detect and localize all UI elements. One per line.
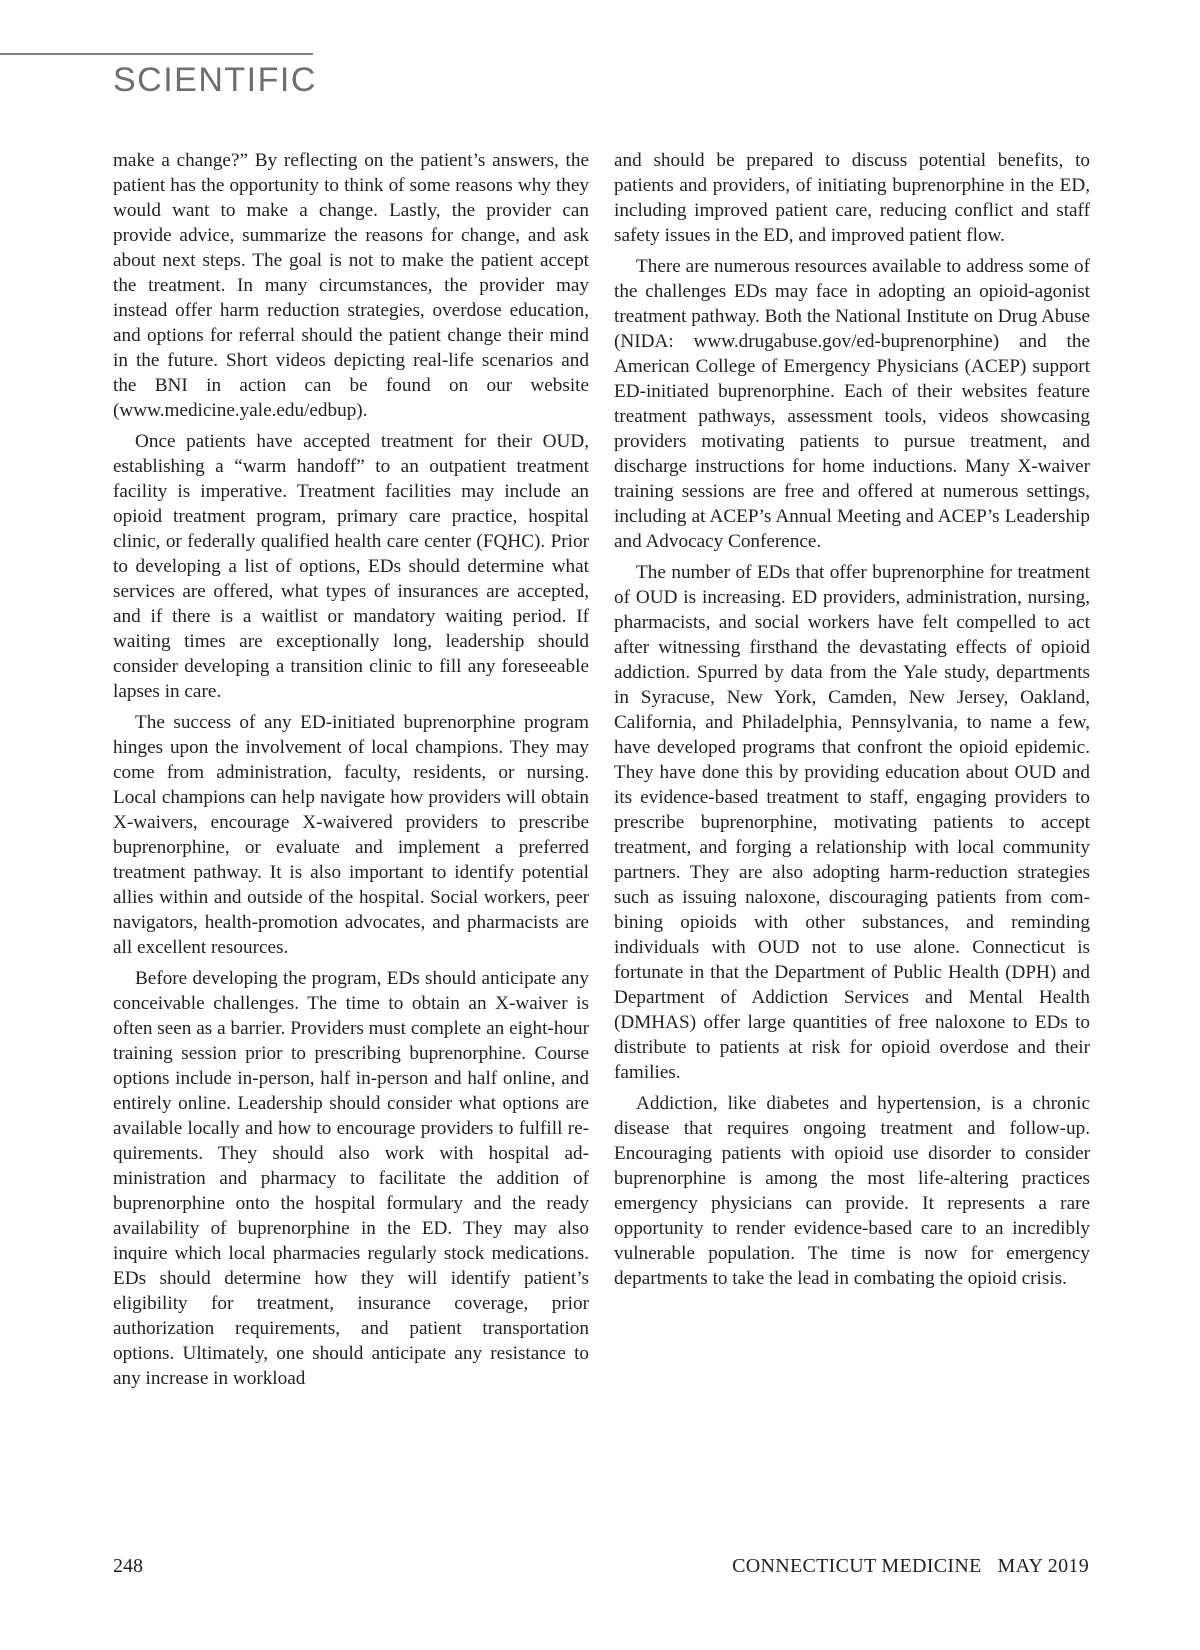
journal-footer: CONNECTICUT MEDICINE MAY 2019 bbox=[732, 1555, 1089, 1577]
paragraph: Once patients have accepted treatment for their OUD, establishing a “warm handoff” to an outpatient treatment facility is imperative. Treatment facilities may include an opioid treatment program, primary care practice, hospital clinic, or federally qualified health care center (FQHC). Prior to developing a list of options, EDs should determine what services are offered, what types of insurances are accepted, and if there is a waitlist or mandatory waiting period. If waiting times are exceptionally long, leadership should consider developing a transition clinic to fill any foreseeable lapses in care. bbox=[113, 431, 589, 702]
section-label: SCIENTIFIC bbox=[113, 61, 317, 99]
paragraph: There are numerous resources available to address some of the challenges EDs may face in adopting an opioid-agonist treatment pathway. Both the National Institute on Drug Abuse (NIDA: www.drugabuse.​gov/ed-buprenorphine) and the American College of Emergency Physicians (ACEP) support ED-initiated buprenorphine. Each of their websites feature treatment pathways, assessment tools, videos showcasing providers motivating patients to pursue treatment, and discharge instructions for home inductions. Many X-waiver training sessions are free and offered at numerous settings, including at ACEP’s Annual Meeting and ACEP’s Leadership and Advocacy Conference. bbox=[614, 256, 1090, 552]
header-rule bbox=[0, 53, 313, 55]
left-column bbox=[113, 148, 589, 1397]
paragraph: make a change?” By reflecting on the patient’s answers, the patient has the opportunity to think of some reasons why they would want to make a change. Lastly, the provider can provide advice, summarize the reasons for change, and ask about next steps. The goal is not to make the patient accept the treatment. In many circumstances, the provider may instead offer harm reduction strategies, overdose education, and options for referral should the patient change their mind in the future. Short videos depicting real-life scenarios and the BNI in action can be found on our website (www.medicine.yale.edu/edbup). bbox=[113, 150, 589, 421]
paragraph: Addiction, like diabetes and hypertension, is a chronic disease that requires ongoing treatment and follow-up. Encouraging patients with opioid use disorder to consider buprenorphine is among the most life-altering practices emergency physicians can provide. It represents a rare opportunity to render evidence-based care to an incredibly vulnerable population. The time is now for emergency departments to take the lead in combating the opioid crisis. bbox=[614, 1093, 1090, 1289]
right-column bbox=[614, 148, 1090, 1297]
paragraph: The number of EDs that offer buprenorphine for treatment of OUD is increasing. ED providers, administration, nursing, pharmacists, and social workers have felt compelled to act after witnessing firsthand the devastating effects of opioid addiction. Spurred by data from the Yale study, departments in Syracuse, New York, Camden, New Jersey, Oakland, California, and Philadelphia, Pennsylvania, to name a few, have developed programs that confront the opioid epidemic. They have done this by providing education about OUD and its evidence-based treatment to staff, engaging providers to prescribe buprenorphine, motivating patients to accept treatment, and forging a relationship with local community partners. They are also adopting harm-reduction strategies such as issuing naloxone, discouraging patients from combining opioids with other substances, and reminding individuals with OUD not to use alone. Connecticut is fortunate in that the Department of Public Health (DPH) and Department of Addiction Services and Mental Health (DMHAS) offer large quantities of free naloxone to EDs to distribute to patients at risk for opioid overdose and their families. bbox=[614, 562, 1090, 1083]
page-number: 248 bbox=[113, 1555, 143, 1577]
paragraph: and should be prepared to discuss potential benefits, to patients and providers, of initiating buprenorphine in the ED, including improved patient care, reducing conflict and staff safety issues in the ED, and improved patient flow. bbox=[614, 150, 1090, 246]
paragraph: Before developing the program, EDs should anticipate any conceivable challenges. The time to obtain an X-waiver is often seen as a barrier. Providers must complete an eight-hour training session prior to prescribing buprenorphine. Course options include in-person, half in-person and half online, and entirely online. Leadership should consider what options are available locally and how to encourage providers to fulfill requirements. They should also work with hospital administration and pharmacy to facilitate the addition of buprenorphine onto the hospital formulary and the ready availability of buprenorphine in the ED. They may also inquire which local pharmacies regularly stock medications. EDs should determine how they will identify patient’s eligibility for treatment, insurance coverage, prior authorization requirements, and patient transportation options. Ultimately, one should anticipate any resistance to any increase in workload bbox=[113, 968, 589, 1389]
paragraph: The success of any ED-initiated buprenorphine program hinges upon the involvement of local champions. They may come from administration, faculty, residents, or nursing. Local champions can help navigate how providers will obtain X-waivers, encourage X-waivered providers to prescribe buprenorphine, or evaluate and implement a preferred treatment pathway. It is also important to identify potential allies within and outside of the hospital. Social workers, peer navigators, health-promotion advocates, and pharmacists are all excellent resources. bbox=[113, 712, 589, 958]
